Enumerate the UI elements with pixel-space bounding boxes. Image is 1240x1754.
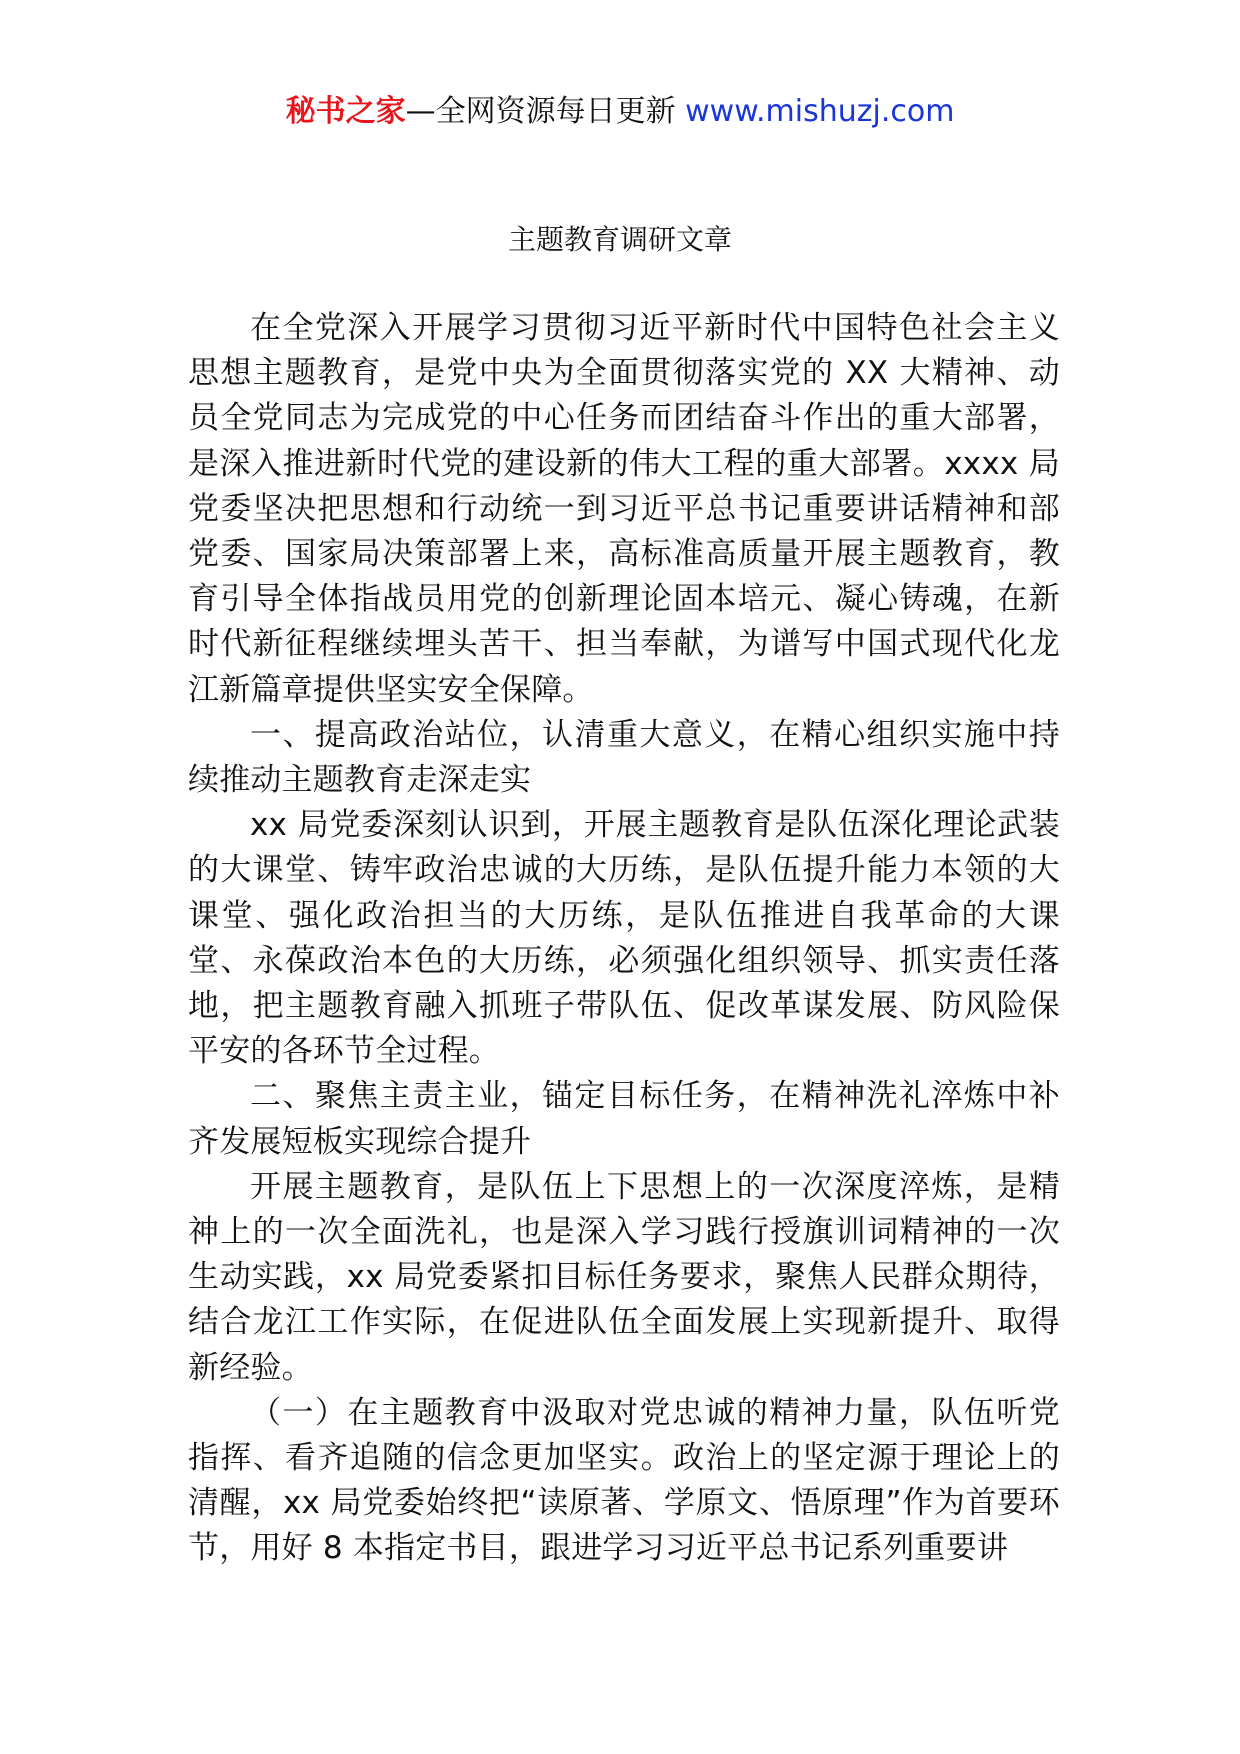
paragraph-section-1: xx 局党委深刻认识到，开展主题教育是队伍深化理论武装的大课堂、铸牢政治忠诚的大历练，是队伍提升能力本领的大课堂、强化政治担当的大历练，是队伍推进自我革命的大课堂、永葆政治本色的大历练，必须强化组织领导、抓实责任落地，把主题教育融入抓班子带队伍、促改革谋发展、防风险保平安的各环节全过程。 (188, 807, 1060, 1070)
site-url-link[interactable]: www.mishuzj.com (685, 94, 955, 129)
document-title: 主题教育调研文章 (507, 223, 732, 256)
brand-name: 秘书之家 (285, 94, 406, 129)
paragraph-subsection-1: （一）在主题教育中汲取对党忠诚的精神力量，队伍听党指挥、看齐追随的信念更加坚实。政治上的坚定源于理论上的清醒，xx 局党委始终把“读原著、学原文、悟原理”作为首要环节，用好 8 本指定书目，跟进学习习近平总书记系列重要讲 (188, 1394, 1060, 1567)
document-body (188, 306, 1060, 1572)
section-heading-1: 一、提高政治站位，认清重大意义，在精心组织实施中持续推动主题教育走深走实 (188, 716, 1060, 799)
section-heading-2: 二、聚焦主责主业，锚定目标任务，在精神洗礼淬炼中补齐发展短板实现综合提升 (188, 1078, 1060, 1160)
site-header (0, 92, 1240, 132)
paragraph-section-2: 开展主题教育，是队伍上下思想上的一次深度淬炼，是精神上的一次全面洗礼，也是深入学习践行授旗训词精神的一次生动实践，xx 局党委紧扣目标任务要求，聚焦人民群众期待，结合龙江工作实际，在促进队伍全面发展上实现新提升、取得新经验。 (188, 1168, 1060, 1386)
header-tagline: —全网资源每日更新 (405, 94, 686, 129)
paragraph-intro: 在全党深入开展学习贯彻习近平新时代中国特色社会主义思想主题教育，是党中央为全面贯彻落实党的 XX 大精神、动员全党同志为完成党的中心任务而团结奋斗作出的重大部署，是深入推进新时代党的建设新的伟大工程的重大部署。xxxx 局党委坚决把思想和行动统一到习近平总书记重要讲话精神和部党委、国家局决策部署上来，高标准高质量开展主题教育，教育引导全体指战员用党的创新理论固本培元、凝心铸魂，在新时代新征程继续埋头苦干、担当奉献，为谱写中国式现代化龙江新篇章提供坚实安全保障。 (188, 310, 1060, 708)
